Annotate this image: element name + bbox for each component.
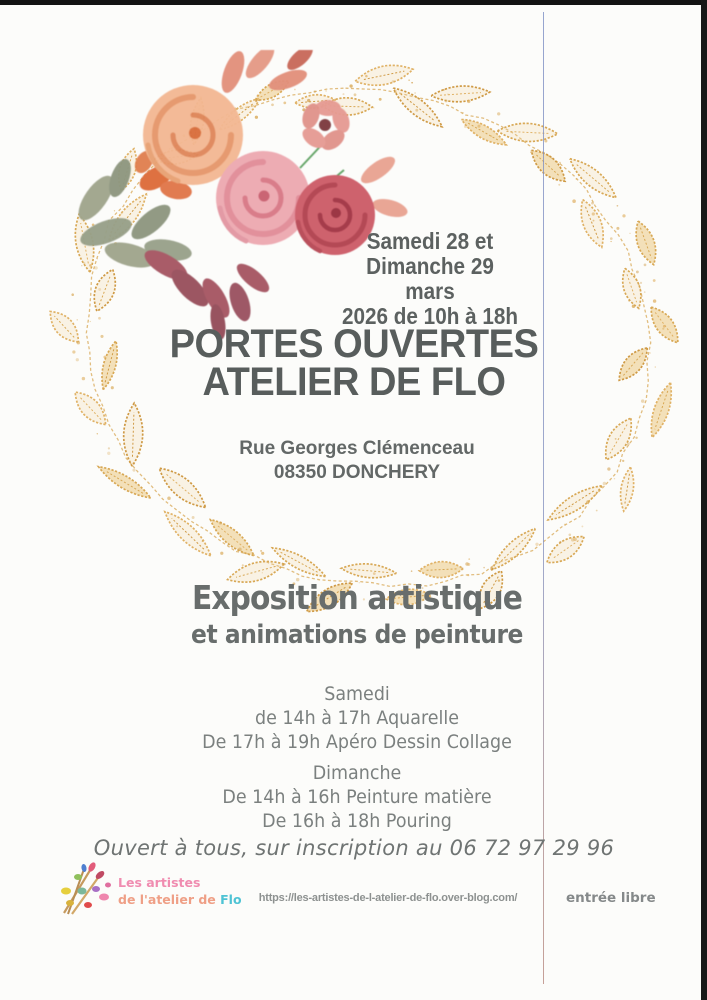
pink-rose (216, 151, 310, 245)
venue-street: Rue Georges Clémenceau (239, 438, 475, 459)
saturday-heading: Samedi (324, 683, 390, 705)
logo-text-line1: Les artistes (118, 875, 201, 890)
logo-text (118, 861, 242, 908)
event-dates (340, 229, 520, 329)
sunday-schedule (109, 761, 606, 833)
event-subtitle-line1: Exposition artistique (191, 578, 522, 617)
website-url: https://les-artistes-de-l-atelier-de-flo.over-blog.com/ (258, 892, 518, 904)
saturday-schedule (109, 682, 606, 754)
small-pink-flower (299, 100, 353, 154)
sunday-slot1: De 14h à 16h Peinture matière (222, 786, 492, 808)
event-dates-line2: Dimanche 29 mars (366, 253, 494, 304)
free-entry-note: entrée libre (566, 890, 656, 906)
scan-edge-top (0, 0, 707, 5)
paintbrush-logo-icon (58, 861, 114, 915)
saturday-slot1: de 14h à 17h Aquarelle (254, 707, 459, 729)
sunday-heading: Dimanche (312, 762, 402, 784)
logo-atelier-de-flo (58, 861, 242, 915)
registration-note: Ouvert à tous, sur inscription au 06 72 97 29 96 (93, 836, 615, 860)
venue-address (158, 437, 556, 485)
event-dates-line3: 2026 de 10h à 18h (341, 303, 519, 329)
venue-city: 08350 DONCHERY (273, 462, 441, 483)
logo-text-line2 (118, 891, 242, 908)
event-subtitle (114, 578, 600, 652)
scan-edge-right (701, 0, 707, 1000)
poster-title (119, 322, 588, 404)
logo-text-line2-start: de l'atelier de (118, 892, 221, 907)
poster-title-line1: PORTES OUVERTES (169, 322, 539, 366)
saturday-slot2: De 17h à 19h Apéro Dessin Collage (202, 731, 512, 753)
logo-text-line2-end: Flo (220, 892, 242, 907)
sunday-slot2: De 16h à 18h Pouring (262, 810, 452, 832)
event-dates-line1: Samedi 28 et (366, 228, 494, 254)
event-subtitle-line2: et animations de peinture (191, 620, 523, 650)
poster-title-line2: ATELIER DE FLO (202, 360, 506, 404)
